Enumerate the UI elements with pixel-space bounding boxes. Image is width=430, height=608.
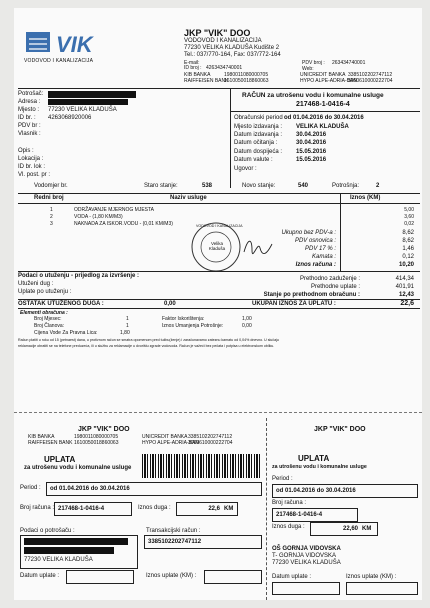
service-row-name: VODA - (1,80 KM/M3) <box>74 214 123 220</box>
slip-right-school: OŠ GORNJA VIDOVSKA <box>272 546 341 552</box>
slip-period-value: od 01.04.2016 do 30.04.2016 <box>50 486 130 492</box>
customer-id: 4263068920006 <box>48 115 92 121</box>
customer-label: Adresa : <box>18 99 41 105</box>
prev-value: 12,43 <box>398 292 414 298</box>
slip-right-company: JKP "VIK" DOO <box>314 426 366 433</box>
invoice-field-value: od 01.04.2016 do 30.04.2016 <box>284 115 364 121</box>
slip-podaci-label: Podaci o potrošaču : <box>20 528 75 534</box>
customer-label: Potrošač: <box>18 91 44 97</box>
element-label: Broj Članova: <box>34 323 65 329</box>
total-value: 8,62 <box>402 238 414 244</box>
total-label: Ukupno bez PDV-a : <box>281 230 336 236</box>
ukupan-label: UKUPAN IZNOS ZA UPLATU : <box>252 301 336 307</box>
bank-account: 1980011080000705 <box>74 434 119 440</box>
novo-label: Novo stanje: <box>242 183 276 189</box>
slip-left-company: JKP "VIK" DOO <box>78 426 130 433</box>
prev-label: Prethodne uplate : <box>310 284 360 290</box>
customer-label: ID br. : <box>18 115 36 121</box>
total-label: Iznos računa : <box>295 262 336 268</box>
customer-label: Lokacija : <box>18 156 44 162</box>
slip-iznos-label: Iznos duga : <box>138 505 171 511</box>
slip-iznos-uplate-box[interactable] <box>204 570 262 584</box>
company-id-label: ID broj : <box>184 65 202 71</box>
cut-line <box>14 412 422 413</box>
official-stamp <box>190 221 242 273</box>
slip-right-iznos-unit: KM <box>362 526 372 532</box>
slip-right-broj-label: Broj računa : <box>272 500 307 506</box>
total-label: PDV osnovica : <box>294 238 336 244</box>
invoice-field-value: 15.05.2016 <box>296 149 327 155</box>
bank-account: 3060610000222704 <box>188 440 233 446</box>
slip-iznos-uplate-label: Iznos uplate (KM) : <box>146 573 197 579</box>
slip-right-period-value: od 01.04.2016 do 30.04.2016 <box>276 488 356 494</box>
redacted-name <box>48 91 136 98</box>
prev-label: Stanje po prethodnom obračunu : <box>263 292 360 298</box>
invoice-field-label: Ugovor : <box>234 166 257 172</box>
slip-right-subtitle: za utrošenu vodu i komunalne usluge <box>272 464 367 470</box>
company-pdv-label: PDV broj : <box>302 60 325 66</box>
invoice-number: 217468-1-0416-4 <box>296 101 350 108</box>
bank-account: 1610050018860063 <box>224 78 269 84</box>
barcode <box>142 454 260 478</box>
slip-right-title: UPLATA <box>298 454 330 463</box>
invoice-field-label: Datum izdavanja : <box>234 132 283 138</box>
ukupan-value: 22,6 <box>400 300 414 307</box>
element-value: 1 <box>126 323 129 329</box>
ostatak-value: 0,00 <box>164 301 176 307</box>
legal-note: Račun platiti u roku od 15 (petnaest) dana, u protivnom račun se smatra opomenom pred tužbu(ženje) i zaračunavamo zateznu kamatu od 0,04% dnevno. U slučaju <box>18 338 279 342</box>
staro-value: 538 <box>202 183 213 189</box>
potrosnja-value: 2 <box>376 183 380 189</box>
vik-logo-icon <box>22 30 134 70</box>
customer-label: ID br. lok : <box>18 164 46 170</box>
stamp-ring-text: VODOVOD I KANALIZACIJA <box>196 224 243 228</box>
invoice-field-value: 30.04.2016 <box>296 140 327 146</box>
total-label: PDV 17 % : <box>304 246 336 252</box>
slip-datum-label: Datum uplate : <box>20 573 60 579</box>
slip-right-iznos-uplate-box[interactable] <box>346 582 418 595</box>
total-value: 1,46 <box>402 246 414 252</box>
element-label: Broj Mjesec: <box>34 316 62 322</box>
staro-label: Staro stanje: <box>144 183 178 189</box>
slip-broj-label: Broj računa : <box>20 505 55 511</box>
bank-account: 1610050018860063 <box>74 440 119 446</box>
bank-name: KIB BANKA <box>28 434 55 440</box>
slip-right-broj-value: 217468-1-0416-4 <box>276 512 323 518</box>
slip-left-title: UPLATA <box>44 455 76 464</box>
bank-name: HYPO ALPE-ADRIA-BAN <box>300 78 357 84</box>
company-id-value: 4263434740001 <box>206 65 243 71</box>
customer-label: Vlasnik : <box>18 131 41 137</box>
service-row-name: ODRŽAVANJE MJERNOG MJESTA <box>74 207 155 213</box>
services-header-no: Redni broj <box>34 195 64 201</box>
services-header-amount: Iznos (KM) <box>350 195 381 201</box>
slip-right-datum-label: Datum uplate : <box>272 574 312 580</box>
bank-name: UNICREDIT BANKA <box>142 434 188 440</box>
element-value: 1,00 <box>242 316 252 322</box>
service-row-no: 3 <box>50 221 53 227</box>
slip-broj-value: 217468-1-0416-4 <box>58 506 105 512</box>
slip-trans-value: 3385102202747112 <box>148 539 202 545</box>
bank-name: UNICREDIT BANKA <box>300 72 346 78</box>
invoice-field-value: VELIKA KLADUŠA <box>296 124 349 130</box>
customer-label: Mjesto : <box>18 107 40 113</box>
customer-label: Vl. post. pr : <box>18 172 51 178</box>
invoice-field-value: 15.05.2016 <box>296 157 327 163</box>
element-label: Faktor Iskorištenja: <box>162 316 205 322</box>
invoice-field-label: Mjesto izdavanja : <box>234 124 283 130</box>
redacted-address <box>48 99 128 105</box>
invoice-field-label: Obračunski period : <box>234 115 287 121</box>
slip-right-iznos-value: 22,60 <box>342 526 358 532</box>
bank-account: 1980011080000705 <box>224 72 269 78</box>
invoice-field-label: Datum očitanja : <box>234 140 278 146</box>
prev-value: 401,91 <box>395 284 414 290</box>
service-row-no: 1 <box>50 207 53 213</box>
invoice-field-label: Datum valute : <box>234 157 273 163</box>
legal-note: reklamacije obratiti se na telefone preduzeća, ili u službu za reklamacije u dvorištu zgrade vodovoda. Račun je važeći bez pečata i potpisa u elektronskom obliku. <box>18 344 275 348</box>
service-row-no: 2 <box>50 214 53 220</box>
slip-right-datum-box[interactable] <box>272 582 340 595</box>
bank-name: HYPO ALPE-ADRIA-BAN <box>142 440 199 446</box>
utuzenje-label: Utuženi dug : <box>18 281 54 287</box>
total-value: 8,62 <box>402 230 414 236</box>
service-row-amount: 0,02 <box>404 221 414 227</box>
bank-account: 3385102202747112 <box>348 72 393 78</box>
service-row-amount: 3,60 <box>404 214 414 220</box>
prev-value: 414,34 <box>395 276 414 282</box>
redacted-payer-address <box>24 547 114 554</box>
slip-right-mjesto: 77230 VELIKA KLADUŠA <box>272 560 341 566</box>
slip-trans-label: Transakcijski račun : <box>146 528 201 534</box>
element-value: 0,00 <box>242 323 252 329</box>
company-pdv-value: 263434740001 <box>332 60 366 66</box>
total-value: 10,20 <box>398 262 414 268</box>
customer-mjesto: 77230 VELIKA KLADUŠA <box>48 107 117 113</box>
slip-right-iznos-uplate-label: Iznos uplate (KM) : <box>346 574 397 580</box>
service-row-amount: 5,00 <box>404 207 414 213</box>
stamp-center-text: Velika Kladuša <box>208 241 226 251</box>
novo-value: 540 <box>298 183 309 189</box>
slip-period-label: Period : <box>20 485 41 491</box>
total-label: Kamata : <box>311 254 336 260</box>
potrosnja-label: Potrošnja: <box>332 183 360 189</box>
element-value: 1 <box>126 316 129 322</box>
company-tel: Tel.: 037/770-164, Fax: 037/772-164 <box>184 52 281 58</box>
utuzenje-label: Uplate po utuženju : <box>18 289 72 295</box>
slip-right-iznos-label: Iznos duga : <box>272 524 305 530</box>
company-email: E-mail: <box>184 60 200 66</box>
invoice-field-value: 30.04.2016 <box>296 132 327 138</box>
bank-name: KIB BANKA <box>184 72 211 78</box>
company-line2: 77230 VELIKA KLADUŠA Kudište 2 <box>184 45 280 51</box>
slip-right-period-label: Period : <box>272 476 293 482</box>
bank-name: RAIFFEISEN BANK <box>28 440 73 446</box>
svg-text:VIK: VIK <box>56 32 93 57</box>
elements-title: Elementi obračuna : <box>20 310 68 316</box>
vik-logo <box>22 30 134 70</box>
prev-label: Prethodno zaduženje : <box>299 276 360 282</box>
customer-label: Opis : <box>18 148 34 154</box>
bank-account: 3060610000222704 <box>348 78 393 84</box>
total-value: 0,12 <box>402 254 414 260</box>
slip-left-subtitle: za utrošenu vodu i komunalne usluge <box>24 465 132 471</box>
company-web: Web: <box>302 66 314 72</box>
invoice-field-label: Datum dospijeća : <box>234 149 283 155</box>
slip-iznos-unit: KM <box>224 506 234 512</box>
customer-label: PDV br : <box>18 123 41 129</box>
invoice-document <box>14 8 422 600</box>
invoice-title: RAČUN za utrošenu vodu i komunalne usluge <box>242 92 384 99</box>
redacted-payer-name <box>24 538 128 545</box>
company-name: JKP "VIK" DOO <box>184 28 251 38</box>
ostatak-label: OSTATAK UTUŽENOG DUGA : <box>18 301 104 307</box>
bank-account: 3385102202747112 <box>188 434 233 440</box>
services-header-name: Naziv usluge <box>170 195 207 201</box>
slip-iznos-value: 22,6 <box>208 506 220 512</box>
slip-datum-box[interactable] <box>66 570 134 584</box>
bank-name: RAIFFEISEN BANK <box>184 78 229 84</box>
element-label: Iznos Umanjenja Potrošnje: <box>162 323 224 329</box>
slip-right-school-addr: T- GORNJA VIDOVSKA <box>272 553 337 559</box>
meter-label: Vodomjer br. <box>34 183 68 189</box>
slip-mjesto: 77230 VELIKA KLADUŠA <box>24 557 93 563</box>
logo-caption: VODOVOD I KANALIZACIJA <box>24 58 94 64</box>
element-label: Cijena Vode Za Pravna Lica: <box>34 330 98 336</box>
service-row-name: NAKNADA ZA ISKOR.VODU - (0,01 KM/M3) <box>74 221 173 227</box>
company-line1: VODOVOD I KANALIZACIJA <box>184 38 262 44</box>
utuzenje-title: Podaci o utuženju - prijedlog za izvršenje : <box>18 273 140 279</box>
element-value: 1,80 <box>120 330 130 336</box>
